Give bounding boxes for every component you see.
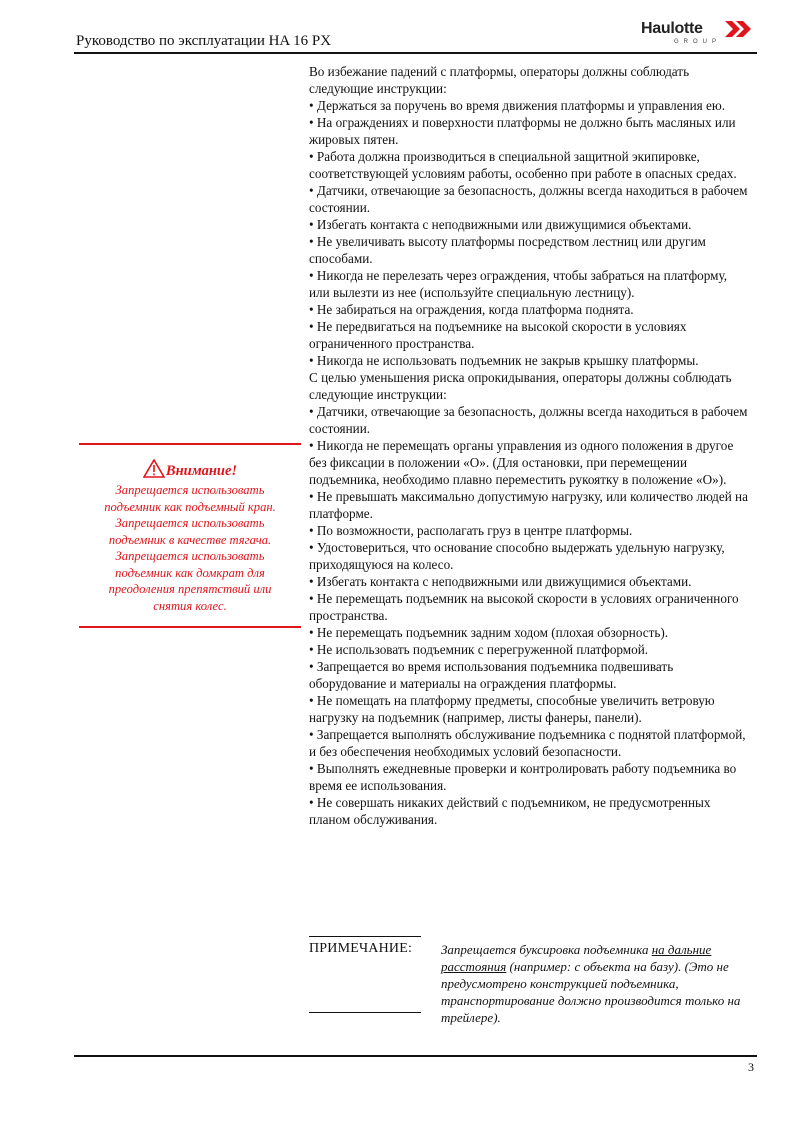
list-item: • Избегать контакта с неподвижными или движущимися объектами.	[309, 574, 692, 589]
haulotte-logo	[641, 20, 757, 50]
note-text-end: (например: с объекта на базу). (Это не предусмотрено конструкцией подъемника, транспортирование должно производится только на трейлере).	[441, 959, 741, 1025]
warning-line: подъемник как домкрат для	[115, 565, 265, 580]
list-item: • Не совершать никаких действий с подъемником, не предусмотренных планом обслуживания.	[309, 795, 711, 827]
list-item: • Не превышать максимально допустимую нагрузку, или количество людей на платформе.	[309, 489, 748, 521]
list-item: • Датчики, отвечающие за безопасность, должны всегда находиться в рабочем состоянии.	[309, 404, 748, 436]
note-bottom-rule	[309, 1012, 421, 1013]
list-item: • Не использовать подъемник с перегруженной платформой.	[309, 642, 649, 657]
list-item: • Не увеличивать высоту платформы посредством лестниц или другим способами.	[309, 234, 706, 266]
note-label: ПРИМЕЧАНИЕ:	[309, 941, 413, 956]
note-text-start: Запрещается буксировка подъемника	[441, 942, 652, 957]
logo-brand: Haulotte	[641, 20, 703, 37]
warning-title	[79, 459, 301, 482]
list-item: • Не помещать на платформу предметы, способные увеличить ветровую нагрузку на подъемник (например, листы фанеры, панели).	[309, 693, 715, 725]
list-item: • Не забираться на ограждения, когда платформа поднята.	[309, 302, 634, 317]
list-item: • Запрещается выполнять обслуживание подъемника с поднятой платформой, и без обеспечения необходимых условий безопасности.	[309, 727, 746, 759]
warning-triangle-icon	[143, 459, 165, 478]
list-item: • Работа должна производиться в специальной защитной экипировке, соответствующей условиям работы, особенно при работе в опасных средах.	[309, 149, 737, 181]
list-item: • Не перемещать подъемник задним ходом (плохая обзорность).	[309, 625, 669, 640]
warning-title-text: Внимание!	[165, 463, 238, 479]
page-number: 3	[748, 1060, 754, 1074]
warning-top-rule	[79, 443, 301, 445]
note-top-rule	[309, 936, 421, 937]
warning-line: Запрещается использовать	[115, 549, 265, 563]
list-item: • Держаться за поручень во время движения платформы и управления ею.	[309, 98, 726, 113]
warning-line: подъемник в качестве тягача.	[108, 532, 272, 547]
list-item: • Никогда не перелезать через ограждения, чтобы забраться на платформу, или вылезти из нее (используйте специальную лестницу).	[309, 268, 728, 300]
list-item: • По возможности, располагать груз в центре платформы.	[309, 523, 633, 538]
list-item: • Не передвигаться на подъемнике на высокой скорости в условиях ограниченного пространства.	[309, 319, 687, 351]
list-item: • Выполнять ежедневные проверки и контролировать работу подъемника во время ее использования.	[309, 761, 737, 793]
note-text-underlined: на дальние расстояния	[441, 942, 712, 974]
list-item: • Никогда не использовать подъемник не закрыв крышку платформы.	[309, 353, 699, 368]
logo-chevrons-icon	[725, 21, 757, 37]
warning-line: снятия колес.	[153, 598, 227, 613]
list-item: • Датчики, отвечающие за безопасность, должны всегда находиться в рабочем состоянии.	[309, 183, 748, 215]
document-title: Руководство по эксплуатации HA 16 PX	[76, 33, 332, 49]
warning-line: Запрещается использовать	[115, 483, 265, 497]
footer-divider	[74, 1055, 757, 1057]
main-text	[309, 63, 749, 828]
note-text	[441, 941, 741, 1026]
list-item: • Удостовериться, что основание способно выдержать удельную нагрузку, приходящуюся на колесо.	[309, 540, 725, 572]
warning-line: Запрещается использовать	[115, 516, 265, 530]
list-item: • Избегать контакта с неподвижными или движущимися объектами.	[309, 217, 692, 232]
intro-tipping: С целью уменьшения риска опрокидывания, операторы должны соблюдать следующие инструкции:	[309, 370, 732, 402]
warning-box	[79, 459, 301, 614]
warning-line: подъемник как подъемный кран.	[104, 499, 276, 514]
list-item: • Никогда не перемещать органы управления из одного положения в другое без фиксации в положении «О». (Для остановки, при перемещении подъемника, необходимо плавно переместить рукоятку в положение «О»).	[309, 438, 734, 487]
list-item: • Запрещается во время использования подъемника подвешивать оборудование и материалы на ограждения платформы.	[309, 659, 674, 691]
warning-line: преодоления препятствий или	[108, 582, 272, 596]
header-divider	[74, 52, 757, 54]
list-item: • Не перемещать подъемник на высокой скорости в условиях ограниченного пространства.	[309, 591, 739, 623]
intro-falls: Во избежание падений с платформы, операторы должны соблюдать следующие инструкции:	[309, 64, 690, 96]
list-item: • На ограждениях и поверхности платформы не должно быть масляных или жировых пятен.	[309, 115, 736, 147]
logo-sub: GROUP	[674, 39, 722, 45]
warning-bottom-rule	[79, 626, 301, 628]
